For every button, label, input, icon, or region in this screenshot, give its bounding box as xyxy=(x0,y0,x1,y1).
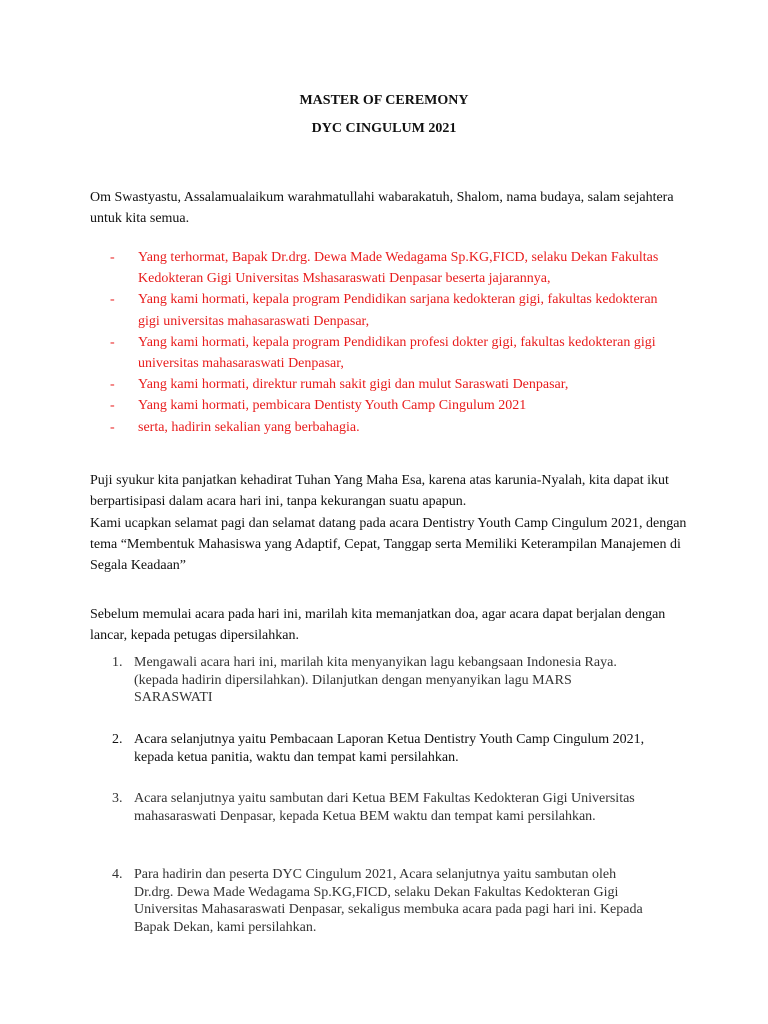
honorific-text: Yang kami hormati, kepala program Pendidikan profesi dokter gigi, fakultas kedokteran gigi universitas mahasaraswati Denpasar, xyxy=(138,334,656,372)
agenda-item xyxy=(112,654,652,707)
honorific-list xyxy=(110,247,670,438)
list-dash: - xyxy=(110,334,115,350)
honorific-item xyxy=(110,395,670,416)
honorific-text: Yang kami hormati, kepala program Pendidikan sarjana kedokteran gigi, fakultas kedokteran gigi universitas mahasaraswati Denpasar, xyxy=(138,292,658,329)
honorific-item xyxy=(110,289,670,331)
honorific-text: Yang kami hormati, pembicara Dentisty Youth Camp Cingulum 2021 xyxy=(138,398,527,414)
welcome-paragraph: Kami ucapkan selamat pagi dan selamat datang pada acara Dentistry Youth Camp Cingulum 2021, dengan tema “Membentuk Mahasiswa yang Adaptif, Cepat, Tanggap serta Memiliki Keterampilan Manajemen di Segala Keadaan” xyxy=(90,516,687,573)
gratitude-paragraph: Puji syukur kita panjatkan kehadirat Tuhan Yang Maha Esa, karena atas karunia-Nyalah, kita dapat ikut berpartisipasi dalam acara hari ini, tanpa kekurangan suatu apapun. xyxy=(90,473,669,509)
greeting-paragraph: Om Swastyastu, Assalamualaikum warahmatullahi wabarakatuh, Shalom, nama budaya, salam sejahtera untuk kita semua. xyxy=(90,190,674,226)
agenda-number: 4. xyxy=(112,867,123,882)
agenda-number: 1. xyxy=(112,655,123,670)
agenda-text: Acara selanjutnya yaitu Pembacaan Laporan Ketua Dentistry Youth Camp Cingulum 2021, kepada ketua panitia, waktu dan tempat kami persilahkan. xyxy=(134,732,645,765)
document-subtitle: DYC CINGULUM 2021 xyxy=(311,121,457,136)
honorific-text: Yang kami hormati, direktur rumah sakit gigi dan mulut Saraswati Denpasar, xyxy=(138,377,569,393)
agenda-item xyxy=(112,790,652,825)
honorific-text: Yang terhormat, Bapak Dr.drg. Dewa Made Wedagama Sp.KG,FICD, selaku Dekan Fakultas Kedokteran Gigi Universitas Mshasaraswati Denpasar beserta jajarannya, xyxy=(138,250,659,287)
document-title: MASTER OF CEREMONY xyxy=(299,93,469,108)
list-dash: - xyxy=(110,292,115,308)
honorific-item xyxy=(110,417,670,438)
list-dash: - xyxy=(110,419,115,435)
agenda-number: 3. xyxy=(112,791,123,806)
list-dash: - xyxy=(110,377,115,393)
honorific-text: serta, hadirin sekalian yang berbahagia. xyxy=(138,419,360,435)
honorific-item xyxy=(110,247,670,289)
agenda-text: Para hadirin dan peserta DYC Cingulum 2021, Acara selanjutnya yaitu sambutan oleh Dr.drg. Dewa Made Wedagama Sp.KG,FICD, selaku Dekan Fakultas Kedokteran Gigi Universitas Mahasaraswati Denpasar, sekaligus membuka acara pada pagi hari ini. Kepada Bapak Dekan, kami persilahkan. xyxy=(134,867,643,935)
agenda-text: Mengawali acara hari ini, marilah kita menyanyikan lagu kebangsaan Indonesia Raya. (kepada hadirin dipersilahkan). Dilanjutkan dengan menyanyikan lagu MARS SARASWATI xyxy=(134,655,617,705)
prayer-paragraph: Sebelum memulai acara pada hari ini, marilah kita memanjatkan doa, agar acara dapat berjalan dengan lancar, kepada petugas dipersilahkan. xyxy=(90,607,666,643)
agenda-number: 2. xyxy=(112,732,123,747)
agenda-text: Acara selanjutnya yaitu sambutan dari Ketua BEM Fakultas Kedokteran Gigi Universitas mahasaraswati Denpasar, kepada Ketua BEM waktu dan tempat kami persilahkan. xyxy=(134,791,635,824)
honorific-item xyxy=(110,374,670,395)
honorific-item xyxy=(110,332,670,374)
list-dash: - xyxy=(110,250,115,265)
list-dash: - xyxy=(110,398,115,414)
agenda-item xyxy=(112,866,652,936)
agenda-item xyxy=(112,731,652,766)
